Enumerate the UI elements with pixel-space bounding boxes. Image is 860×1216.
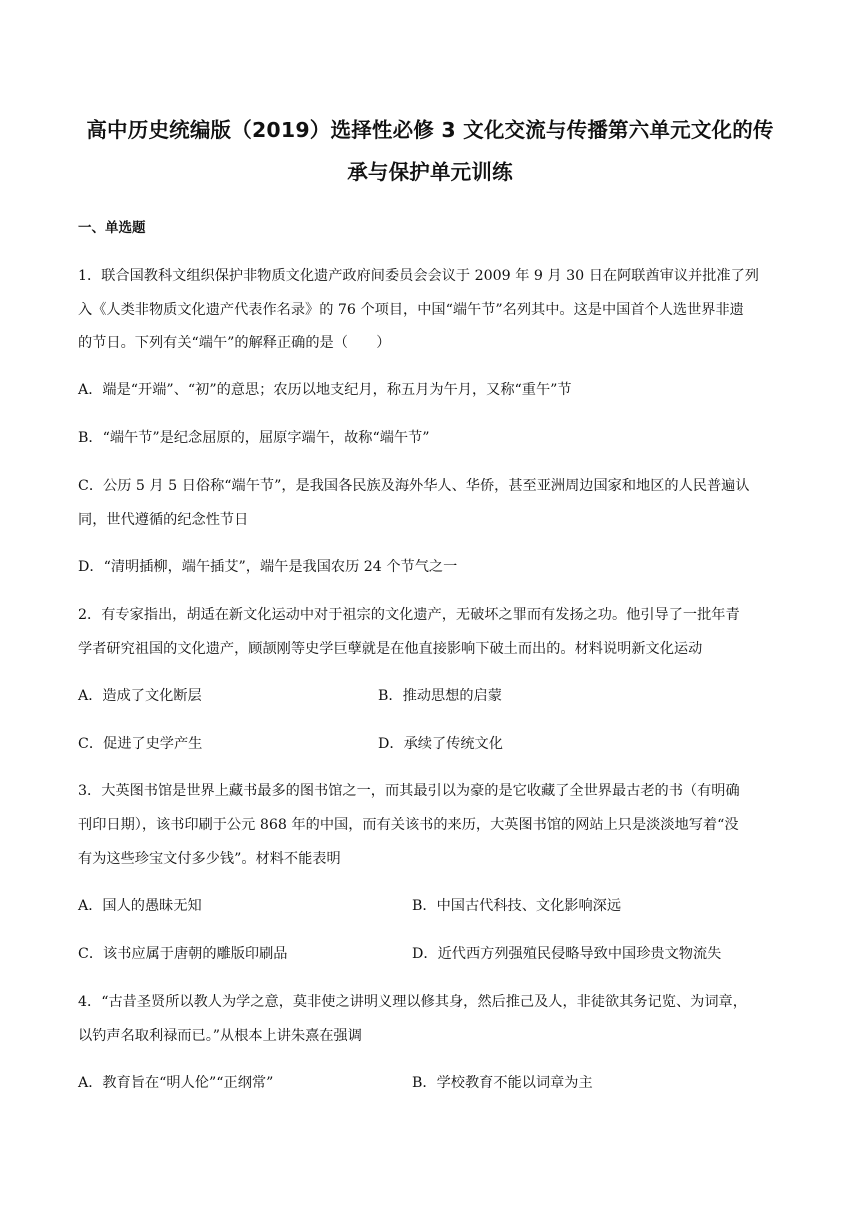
q1-option-d[interactable]: D．“清明插柳，端午插艾”，端午是我国农历 24 个节气之一 [78, 559, 458, 575]
q3-stem-line-3: 有为这些珍宝文付多少钱”。材料不能表明 [78, 851, 341, 867]
section-heading: 一、单选题 [78, 220, 146, 236]
q1-option-b[interactable]: B．“端午节”是纪念屈原的，屈原字端午，故称“端午节” [78, 430, 430, 446]
q4-option-b[interactable]: B．学校教育不能以词章为主 [412, 1075, 593, 1091]
q3-option-b[interactable]: B．中国古代科技、文化影响深远 [412, 898, 622, 914]
q1-stem-line-3: 的节日。下列有关“端午”的解释正确的是（ ） [78, 335, 391, 351]
q1-option-c-line-2[interactable]: 同，世代遵循的纪念性节日 [78, 512, 249, 528]
q1-stem-line-2: 入《人类非物质文化遗产代表作名录》的 76 个项目，中国“端午节”名列其中。这是中国首个人选世界非遗 [78, 302, 744, 318]
q3-option-d[interactable]: D．近代西方列强殖民侵略导致中国珍贵文物流失 [412, 946, 722, 962]
q2-option-a[interactable]: A．造成了文化断层 [78, 688, 202, 704]
q4-stem-line-1: 4．“古昔圣贤所以教人为学之意，莫非使之讲明义理以修其身，然后推己及人，非徒欲其务记览、为词章， [78, 994, 747, 1010]
q2-option-c[interactable]: C．促进了史学产生 [78, 736, 203, 752]
q3-stem-line-2: 刊印日期），该书印刷于公元 868 年的中国，而有关该书的来历，大英图书馆的网站上只是淡淡地写着“没 [78, 817, 739, 833]
q2-option-d[interactable]: D．承续了传统文化 [378, 736, 503, 752]
q2-stem-line-1: 2．有专家指出，胡适在新文化运动中对于祖宗的文化遗产，无破坏之罪而有发扬之功。他引导了一批年青 [78, 607, 740, 623]
q3-option-a[interactable]: A．国人的愚昧无知 [78, 898, 202, 914]
q3-stem-line-1: 3．大英图书馆是世界上藏书最多的图书馆之一，而其最引以为豪的是它收藏了全世界最古老的书（有明确 [78, 783, 740, 799]
q4-option-a[interactable]: A．教育旨在“明人伦”“正纲常” [78, 1075, 274, 1091]
q4-stem-line-2: 以钓声名取利禄而已。”从根本上讲朱熹在强调 [78, 1028, 362, 1044]
document-title-line-2: 承与保护单元训练 [347, 160, 513, 184]
document-title-line-1: 高中历史统编版（2019）选择性必修 3 文化交流与传播第六单元文化的传 [86, 118, 774, 142]
q1-option-c-line-1[interactable]: C．公历 5 月 5 日俗称“端午节”，是我国各民族及海外华人、华侨，甚至亚洲周边国家和地区的人民普遍认 [78, 478, 750, 494]
q1-stem-line-1: 1．联合国教科文组织保护非物质文化遗产政府间委员会会议于 2009 年 9 月 30 日在阿联酋审议并批准了列 [78, 268, 759, 284]
q2-option-b[interactable]: B．推动思想的启蒙 [378, 688, 502, 704]
q1-option-a[interactable]: A．端是“开端”、“初”的意思；农历以地支纪月，称五月为午月，又称“重午”节 [78, 382, 572, 398]
q2-stem-line-2: 学者研究祖国的文化遗产，顾颉刚等史学巨孽就是在他直接影响下破土而出的。材料说明新文化运动 [78, 641, 703, 657]
q3-option-c[interactable]: C．该书应属于唐朝的雕版印刷品 [78, 946, 288, 962]
